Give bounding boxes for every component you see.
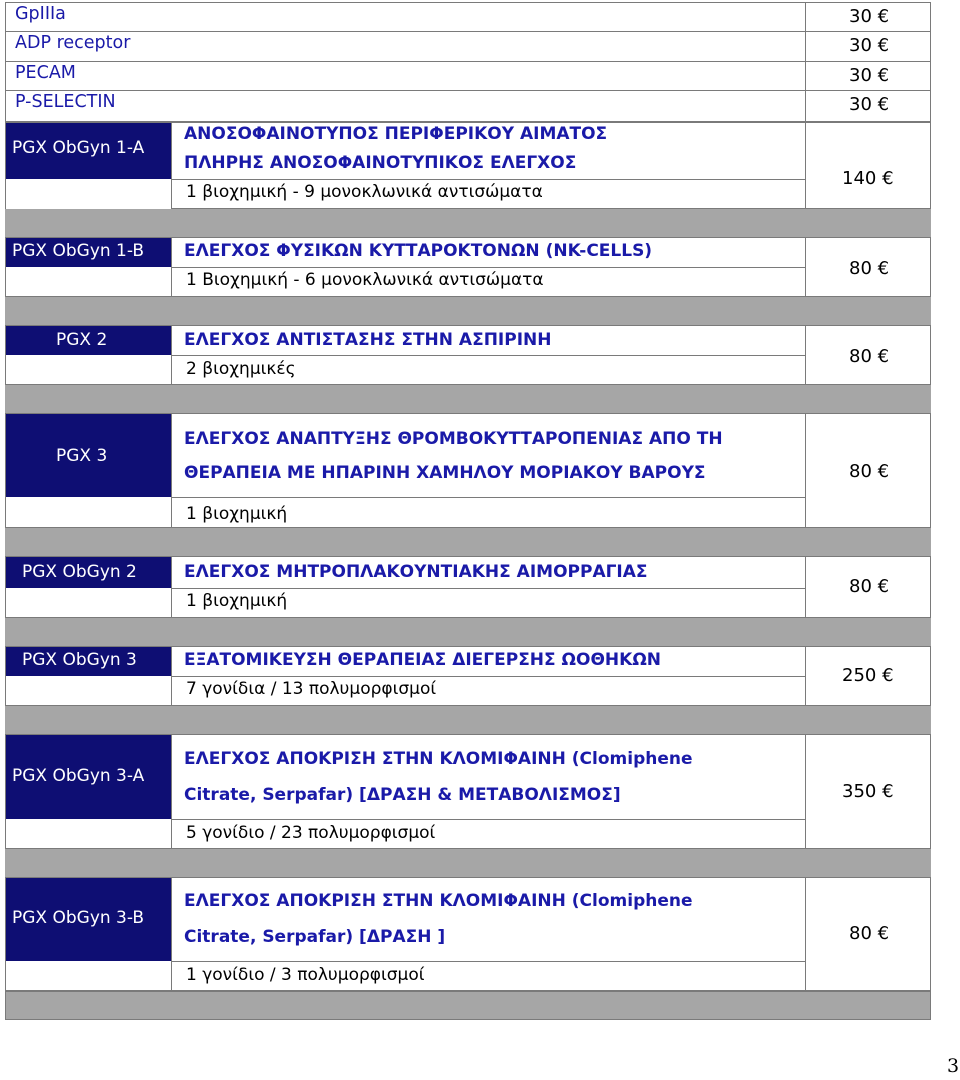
- test-title-line: ΕΛΕΓΧΟΣ ΜΗΤΡΟΠΛΑΚΟΥΝΤΙΑΚΗΣ ΑΙΜΟΡΡΑΓΙΑΣ: [184, 562, 648, 582]
- row-price-adp-receptor: 30 €: [849, 35, 890, 56]
- row-divider: [171, 588, 805, 589]
- test-detail: 1 βιοχημική: [186, 591, 288, 611]
- separator-bar: [5, 991, 931, 1020]
- test-code: PGX 3: [56, 446, 108, 466]
- test-title-line: Citrate, Serpafar) [ΔΡΑΣΗ ]: [184, 927, 446, 947]
- test-price: 80 €: [849, 258, 890, 279]
- column-divider: [805, 877, 806, 991]
- test-code: PGX ObGyn 1-A: [12, 138, 145, 158]
- row-divider: [171, 355, 805, 356]
- test-code: PGX ObGyn 3-B: [12, 908, 145, 928]
- column-divider: [805, 2, 806, 122]
- row-divider: [171, 497, 805, 498]
- test-detail: 2 βιοχημικές: [186, 359, 296, 379]
- column-divider: [805, 325, 806, 385]
- row-price-p-selectin: 30 €: [849, 94, 890, 115]
- test-price: 350 €: [842, 781, 894, 802]
- row-price-gpiiia: 30 €: [849, 6, 890, 27]
- test-detail: 1 βιοχημική - 9 μονοκλωνικά αντισώματα: [186, 182, 543, 202]
- test-title-line: ΠΛΗΡΗΣ ΑΝΟΣΟΦΑΙΝΟΤΥΠΙΚΟΣ ΕΛΕΓΧΟΣ: [184, 153, 577, 173]
- separator-bar: [5, 528, 931, 556]
- column-divider: [805, 734, 806, 849]
- test-title-line: ΕΞΑΤΟΜΙΚΕΥΣΗ ΘΕΡΑΠΕΙΑΣ ΔΙΕΓΕΡΣΗΣ ΩΟΘΗΚΩΝ: [184, 650, 661, 670]
- test-title-line: ΕΛΕΓΧΟΣ ΑΝΑΠΤΥΞΗΣ ΘΡΟΜΒΟΚΥΤΤΑΡΟΠΕΝΙΑΣ ΑΠΟ ΤΗ: [184, 429, 723, 449]
- test-code: PGX ObGyn 3-A: [12, 766, 145, 786]
- separator-bar: [5, 849, 931, 877]
- column-divider: [171, 413, 172, 528]
- row-divider: [171, 676, 805, 677]
- column-divider: [171, 556, 172, 618]
- code-frame: [5, 122, 172, 209]
- test-price: 80 €: [849, 923, 890, 944]
- column-divider: [805, 413, 806, 528]
- separator-bar: [5, 706, 931, 734]
- test-code: PGX ObGyn 2: [22, 562, 137, 582]
- test-detail: 1 Βιοχημική - 6 μονοκλωνικά αντισώματα: [186, 270, 544, 290]
- column-divider: [805, 237, 806, 297]
- test-title-line: ΘΕΡΑΠΕΙΑ ΜΕ ΗΠΑΡΙΝΗ ΧΑΜΗΛΟΥ ΜΟΡΙΑΚΟΥ ΒΑΡΟΥΣ: [184, 463, 706, 483]
- test-code: PGX 2: [56, 330, 108, 350]
- test-price: 140 €: [842, 168, 894, 189]
- row-divider: [171, 267, 805, 268]
- column-divider: [171, 734, 172, 849]
- test-price: 250 €: [842, 665, 894, 686]
- test-title-line: ΕΛΕΓΧΟΣ ΦΥΣΙΚΩΝ ΚΥΤΤΑΡΟΚΤΟΝΩΝ (NK-CELLS): [184, 241, 653, 261]
- test-detail: 5 γονίδιο / 23 πολυμορφισμοί: [186, 823, 436, 843]
- separator-bar: [5, 385, 931, 413]
- row-price-pecam: 30 €: [849, 65, 890, 86]
- column-divider: [805, 646, 806, 706]
- row-divider: [171, 179, 805, 180]
- test-detail: 7 γονίδια / 13 πολυμορφισμοί: [186, 679, 437, 699]
- test-code: PGX ObGyn 3: [22, 650, 137, 670]
- row-label-pecam: PECAM: [15, 63, 76, 83]
- column-divider: [171, 877, 172, 991]
- test-title-line: ΕΛΕΓΧΟΣ ΑΝΤΙΣΤΑΣΗΣ ΣΤΗΝ ΑΣΠΙΡΙΝΗ: [184, 330, 552, 350]
- column-divider: [805, 122, 806, 209]
- separator-bar: [5, 209, 931, 237]
- row-divider: [5, 31, 931, 32]
- separator-bar: [5, 618, 931, 646]
- test-price: 80 €: [849, 346, 890, 367]
- row-label-gpiiia: GpIIIa: [15, 4, 66, 24]
- test-price: 80 €: [849, 576, 890, 597]
- test-title-line: Citrate, Serpafar) [ΔΡΑΣΗ & ΜΕΤΑΒΟΛΙΣΜΟΣ]: [184, 785, 621, 805]
- page-number: 3: [947, 1055, 960, 1077]
- test-code: PGX ObGyn 1-B: [12, 241, 145, 261]
- row-divider: [171, 961, 805, 962]
- row-divider: [5, 61, 931, 62]
- test-detail: 1 βιοχημική: [186, 504, 288, 524]
- separator-bar: [5, 297, 931, 325]
- simple-rows-frame: [5, 2, 931, 122]
- test-price: 80 €: [849, 461, 890, 482]
- test-title-line: ΑΝΟΣΟΦΑΙΝΟΤΥΠΟΣ ΠΕΡΙΦΕΡΙΚΟΥ ΑΙΜΑΤΟΣ: [184, 124, 608, 144]
- row-label-p-selectin: P-SELECTIN: [15, 92, 116, 112]
- row-divider: [5, 90, 931, 91]
- row-divider: [171, 819, 805, 820]
- test-detail: 1 γονίδιο / 3 πολυμορφισμοί: [186, 965, 425, 985]
- test-title-line: ΕΛΕΓΧΟΣ ΑΠΟΚΡΙΣΗ ΣΤΗΝ ΚΛΟΜΙΦΑΙΝΗ (Clomiphene: [184, 749, 693, 769]
- test-title-line: ΕΛΕΓΧΟΣ ΑΠΟΚΡΙΣΗ ΣΤΗΝ ΚΛΟΜΙΦΑΙΝΗ (Clomiphene: [184, 891, 693, 911]
- column-divider: [805, 556, 806, 618]
- row-label-adp-receptor: ADP receptor: [15, 33, 131, 53]
